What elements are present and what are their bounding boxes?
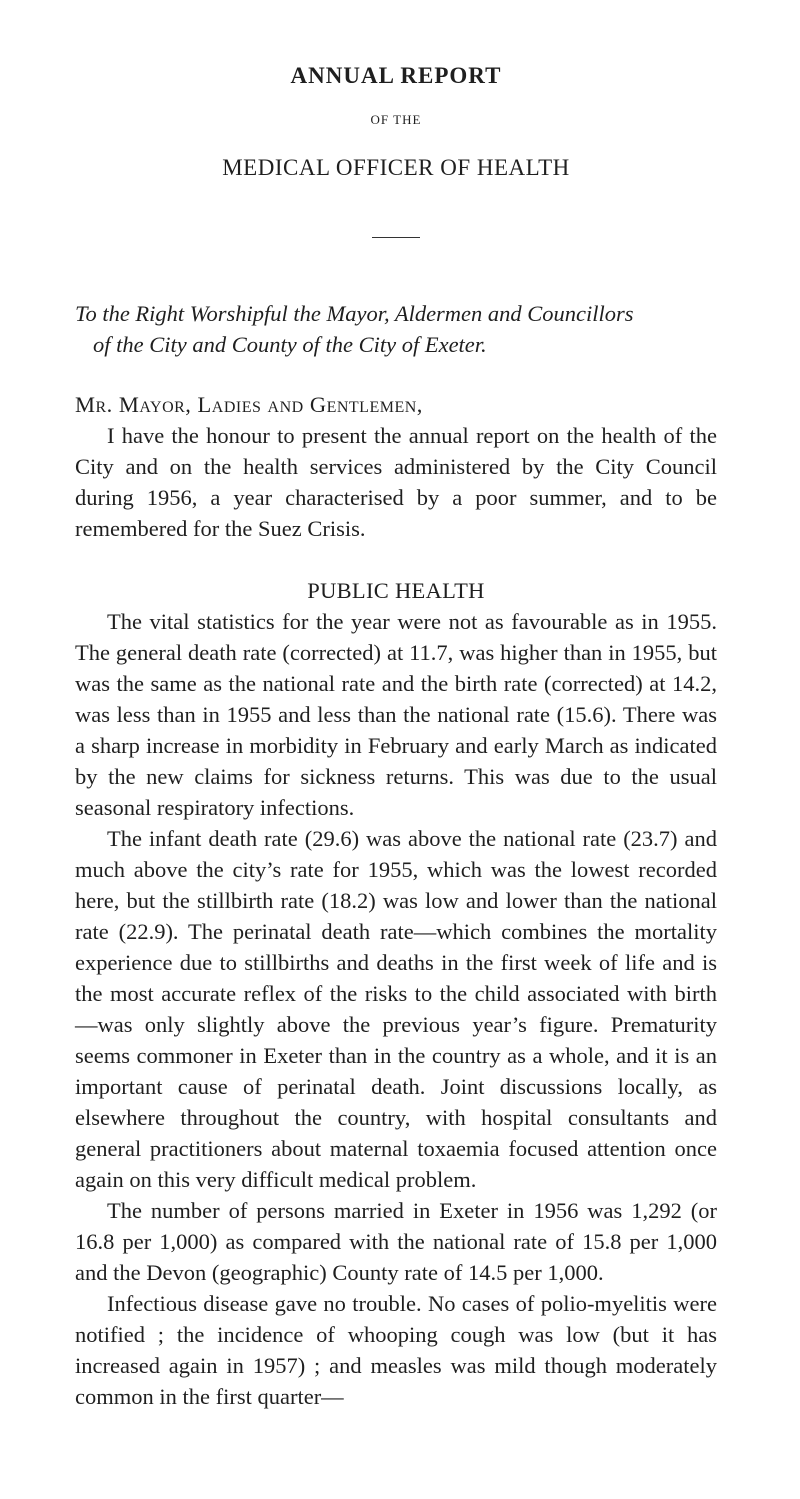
document-page xyxy=(75,62,717,1412)
divider xyxy=(372,237,420,238)
salutation: Mr. Mayor, Ladies and Gentlemen, xyxy=(75,392,423,417)
address-line-1: To the Right Worshipful the Mayor, Aldermen and Councillors xyxy=(75,301,634,326)
paragraph-vital-statistics: The vital statistics for the year were not as favourable as in 1955. The general death rate (corrected) at 11.7, was higher than in 1955, but was the same as the national rate and the birth rate (corrected) at 14.2, was less than in 1955 and less than the national rate (15.6). There was a sharp increase in morbidity in February and early March as indicated by the new claims for sickness returns. This was due to the usual seasonal respiratory infections. xyxy=(75,609,717,820)
address-block xyxy=(75,298,717,360)
paragraph-infant-death-rate: The infant death rate (29.6) was above the national rate (23.7) and much above the city’s rate for 1955, which was the lowest recorded here, but the stillbirth rate (18.2) was low and lower than the national rate (22.9). The perinatal death rate—which combines the mortality experience due to stillbirths and deaths in the first week of life and is the most accurate reflex of the risks to the child associated with birth—was only slightly above the previous year’s figure. Prematurity seems commoner in Exeter than in the country as a whole, and it is an important cause of perinatal death. Joint discussions locally, as elsewhere throughout the country, with hospital consultants and general practitioners about maternal toxaemia focused attention once again on this very difficult medical problem. xyxy=(75,826,717,1192)
section-heading: PUBLIC HEALTH xyxy=(307,578,485,603)
paragraph-marriages: The number of persons married in Exeter in 1956 was 1,292 (or 16.8 per 1,000) as compared with the national rate of 15.8 per 1,000 and the Devon (geographic) County rate of 14.5 per 1,000. xyxy=(75,1198,717,1285)
address-line-2: of the City and County of the City of Exeter. xyxy=(93,332,487,357)
paragraph-infectious-disease: Infectious disease gave no trouble. No cases of polio-myelitis were notified ; the incidence of whooping cough was low (but it has increased again in 1957) ; and measles was mild though moderately common in the first quarter— xyxy=(75,1291,717,1409)
report-of-the: OF THE xyxy=(370,112,422,127)
report-title: ANNUAL REPORT xyxy=(290,63,502,88)
report-subtitle: MEDICAL OFFICER OF HEALTH xyxy=(222,155,570,180)
intro-paragraph: I have the honour to present the annual report on the health of the City and on the health services administered by the City Council during 1956, a year characterised by a poor summer, and to be remembered for the Suez Crisis. xyxy=(75,423,717,541)
